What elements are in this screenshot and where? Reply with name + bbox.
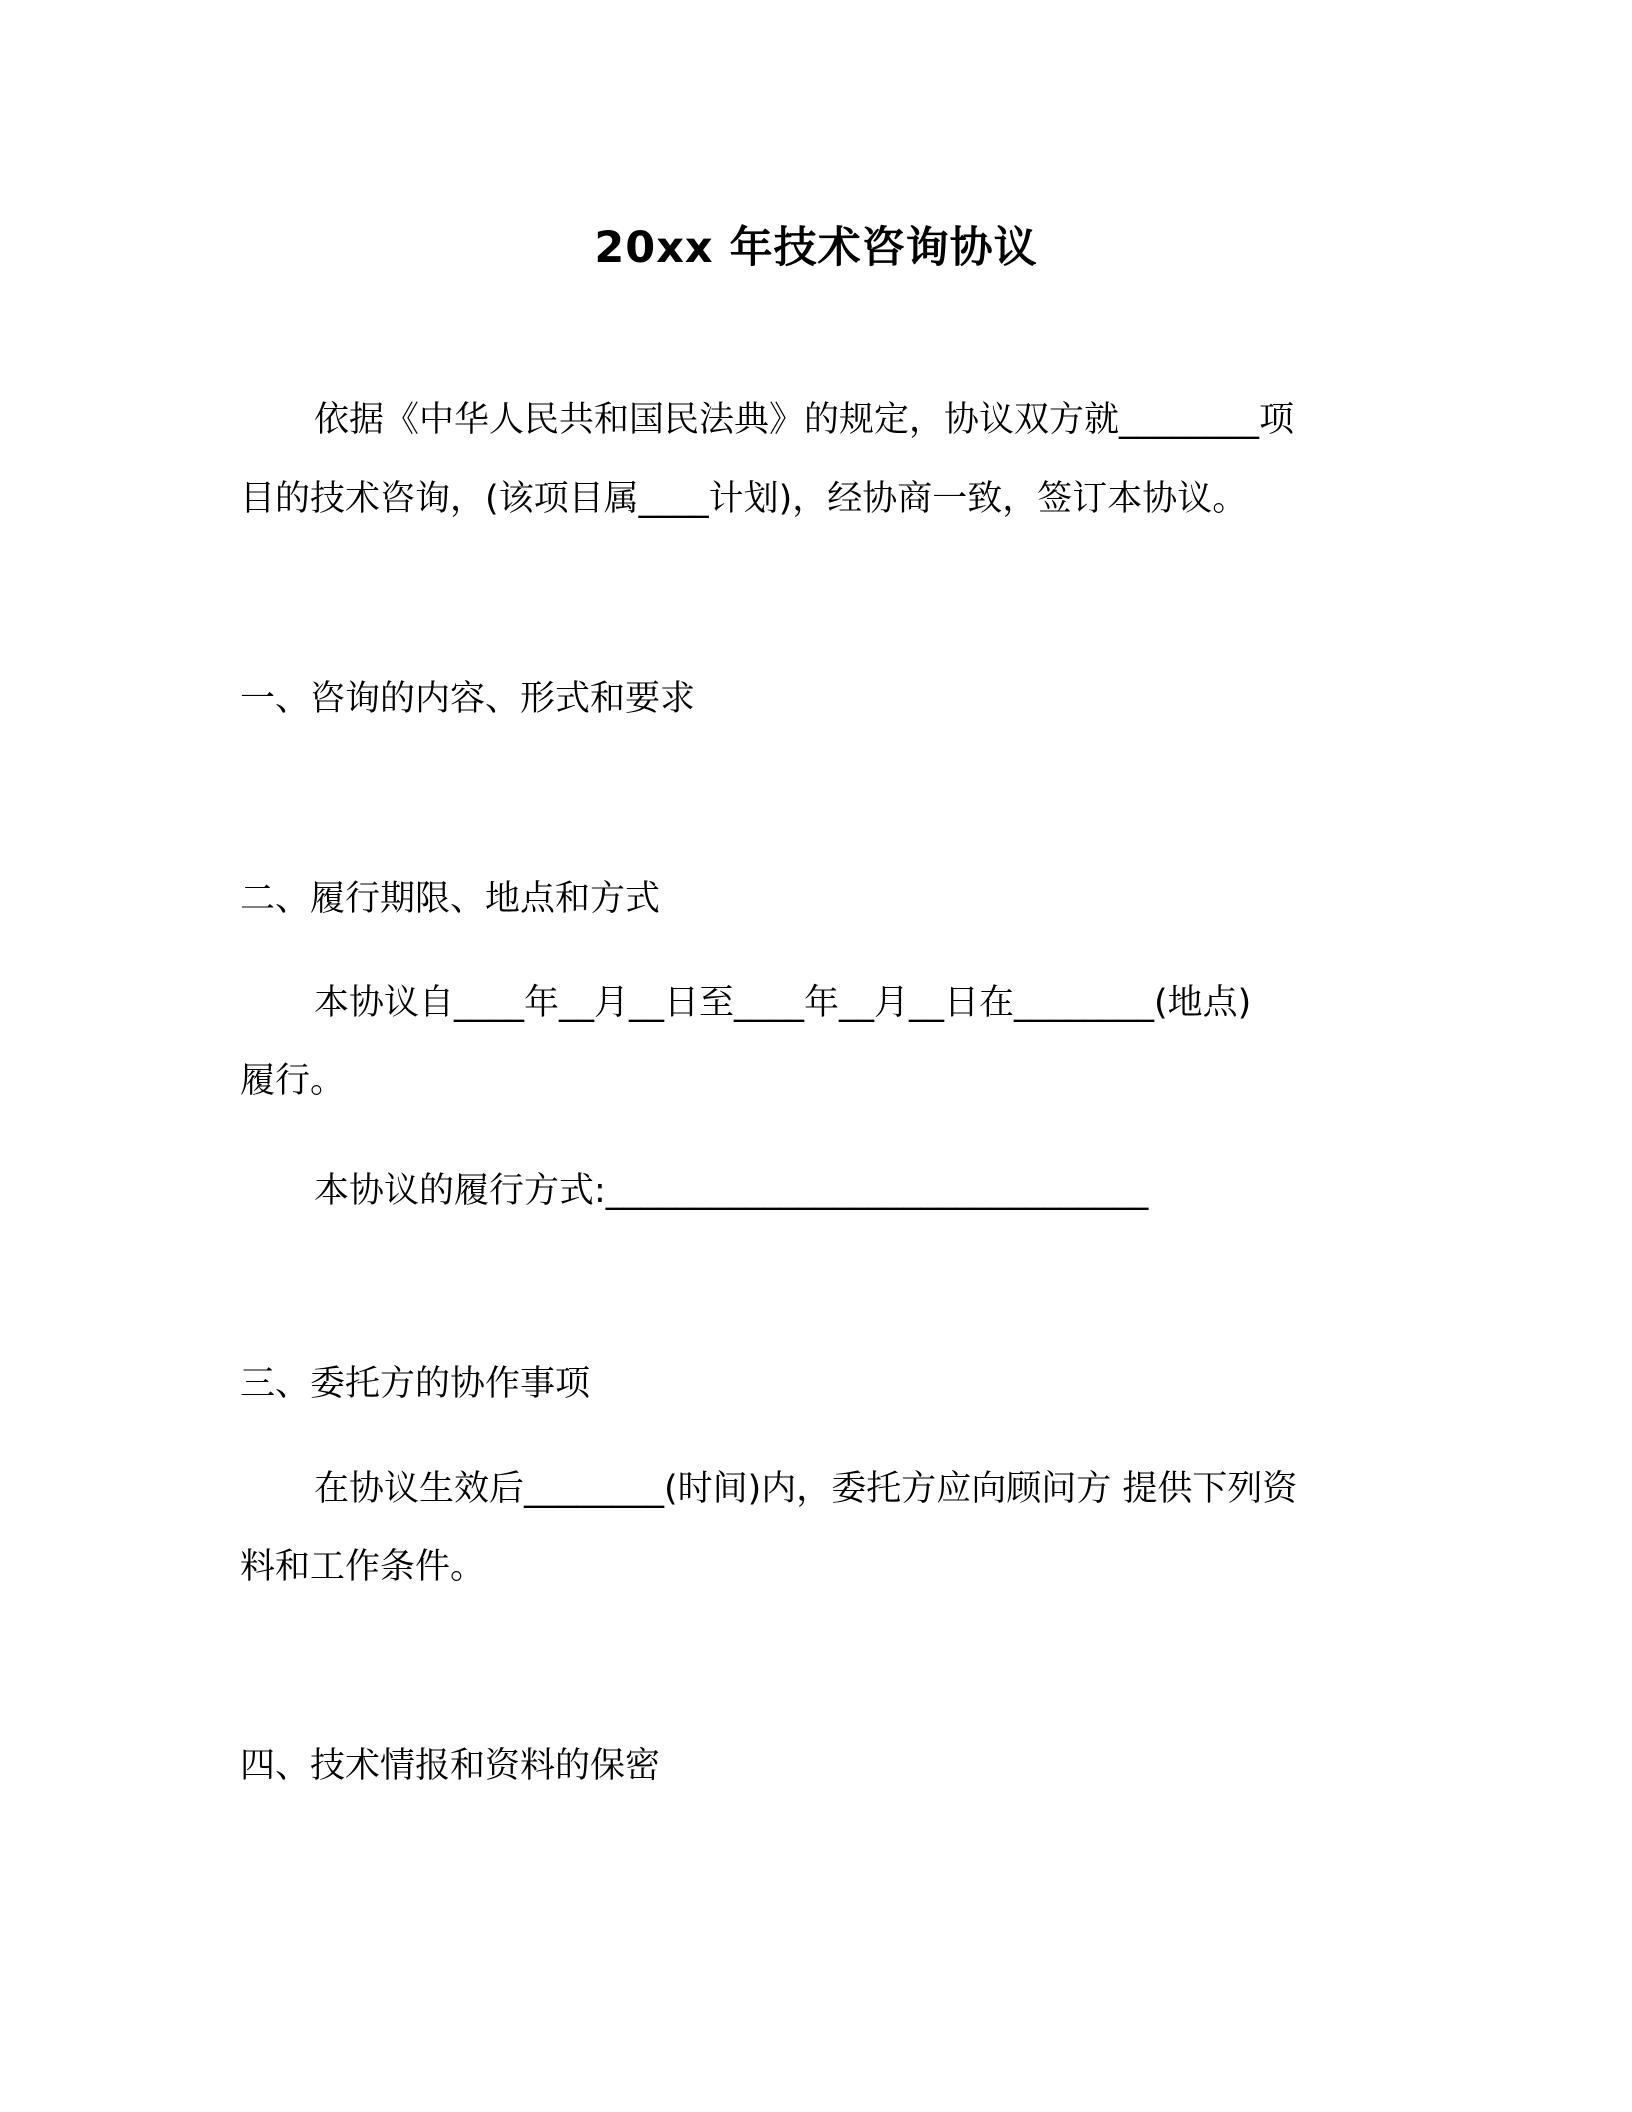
section-2-para-1-line-2: 履行。 (240, 1061, 346, 1101)
section-3-para-1-line-1: 在协议生效后________(时间)内，委托方应向顾问方 提供下列资 (314, 1469, 1298, 1509)
section-3-para-1-line-2: 料和工作条件。 (240, 1547, 486, 1587)
intro-line-1: 依据《中华人民共和国民法典》的规定，协议双方就________项 (314, 400, 1295, 440)
section-4-heading: 四、技术情报和资料的保密 (240, 1746, 661, 1786)
section-2-para-1-line-1: 本协议自____年__月__日至____年__月__日在________(地点) (314, 983, 1252, 1023)
section-2-para-2: 本协议的履行方式:_______________________________ (314, 1171, 1149, 1211)
section-1-heading: 一、咨询的内容、形式和要求 (240, 679, 696, 719)
section-2-heading: 二、履行期限、地点和方式 (240, 879, 661, 919)
document-title: 20xx 年技术咨询协议 (594, 223, 1038, 273)
section-3-heading: 三、委托方的协作事项 (240, 1364, 591, 1404)
intro-line-2: 目的技术咨询，(该项目属____计划)，经协商一致，签订本协议。 (240, 479, 1248, 519)
